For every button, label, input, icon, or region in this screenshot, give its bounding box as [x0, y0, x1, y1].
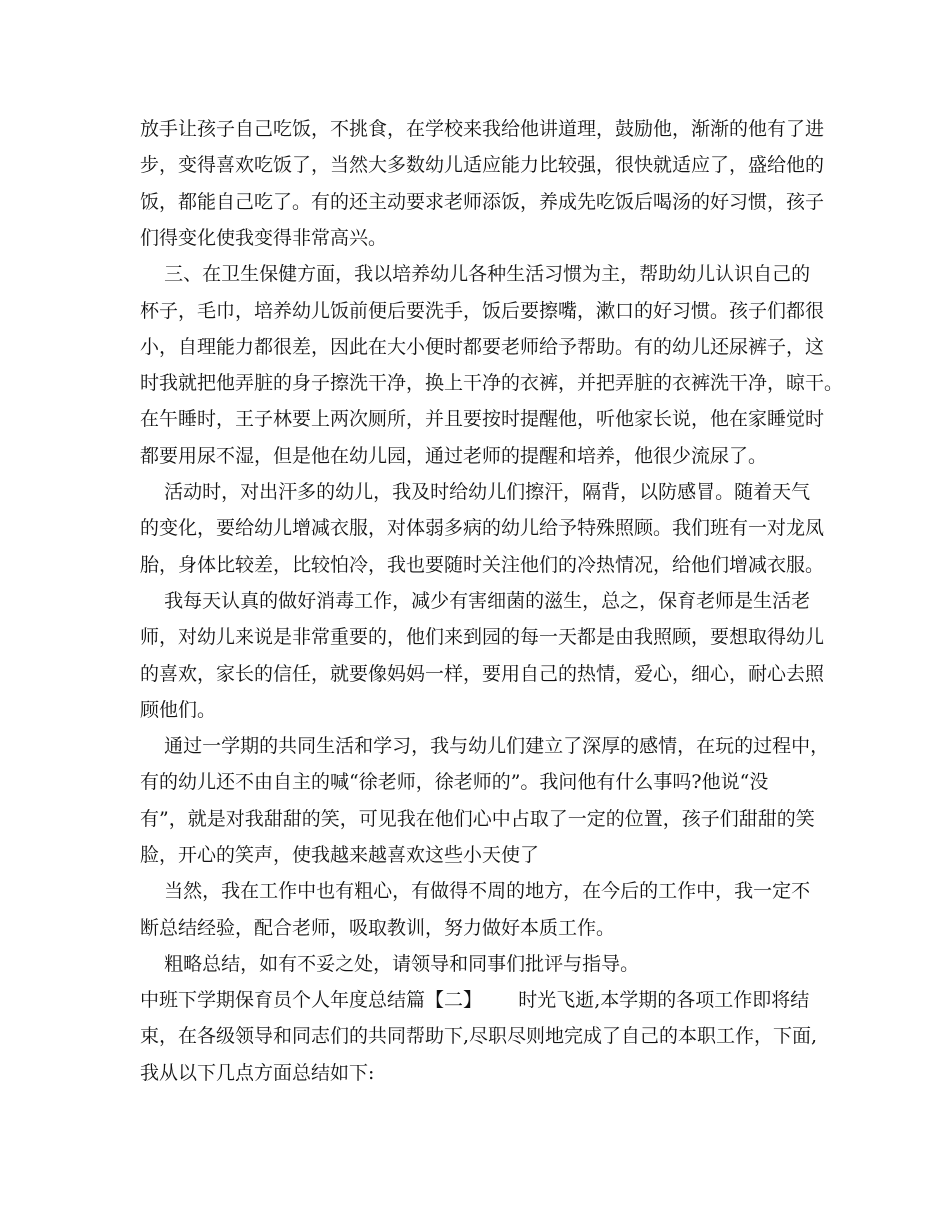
text-line: 断总结经验，配合老师，吸取教训，努力做好本质工作。 [140, 917, 616, 939]
text-line: 我每天认真的做好消毒工作，减少有害细菌的滋生，总之，保育老师是生活老 [140, 590, 811, 612]
text-line: 活动时，对出汗多的幼儿，我及时给幼儿们擦汗，隔背，以防感冒。随着天气 [140, 481, 811, 503]
text-line: 脸，开心的笑声，使我越来越喜欢这些小天使了 [140, 844, 540, 866]
text-line: 我从以下几点方面总结如下: [140, 1062, 375, 1084]
text-line: 饭，都能自己吃了。有的还主动要求老师添饭，养成先吃饭后喝汤的好习惯，孩子 [140, 191, 825, 213]
text-line: 胎，身体比较差，比较怕冷，我也要随时关注他们的冷热情况，给他们增减衣服。 [140, 554, 825, 576]
text-line: 杯子，毛巾，培养幼儿饭前便后要洗手，饭后要擦嘴，漱口的好习惯。孩子们都很 [140, 300, 825, 322]
text-line: 通过一学期的共同生活和学习，我与幼儿们建立了深厚的感情，在玩的过程中， [140, 735, 830, 757]
text-line: 有”，就是对我甜甜的笑，可见我在他们心中占取了一定的位置，孩子们甜甜的笑 [140, 808, 815, 830]
text-line: 顾他们。 [140, 699, 217, 721]
text-line: 师，对幼儿来说是非常重要的，他们来到园的每一天都是由我照顾，要想取得幼儿 [140, 626, 825, 648]
text-line: 当然，我在工作中也有粗心，有做得不周的地方，在今后的工作中，我一定不 [140, 880, 811, 902]
text-line: 时我就把他弄脏的身子擦洗干净，换上干净的衣裤，并把弄脏的衣裤洗干净，晾干。 [140, 372, 844, 394]
text-line: 三、在卫生保健方面，我以培养幼儿各种生活习惯为主，帮助幼儿认识自己的 [140, 263, 811, 285]
text-line: 放手让孩子自己吃饭，不挑食，在学校来我给他讲道理，鼓励他，渐渐的他有了进 [140, 118, 825, 140]
text-line: 小，自理能力都很差，因此在大小便时都要老师给予帮助。有的幼儿还尿裤子，这 [140, 336, 825, 358]
text-line: 都要用尿不湿，但是他在幼儿园，通过老师的提醒和培养，他很少流尿了。 [140, 445, 768, 467]
text-line: 中班下学期保育员个人年度总结篇【二】 时光飞逝,本学期的各项工作即将结 [140, 989, 810, 1011]
text-line: 的喜欢，家长的信任，就要像妈妈一样，要用自己的热情，爱心，细心，耐心去照 [140, 663, 825, 685]
text-line: 步，变得喜欢吃饭了，当然大多数幼儿适应能力比较强，很快就适应了，盛给他的 [140, 154, 825, 176]
text-line: 束，在各级领导和同志们的共同帮助下,尽职尽则地完成了自己的本职工作，下面, [140, 1025, 818, 1047]
text-line: 的变化，要给幼儿增减衣服，对体弱多病的幼儿给予特殊照顾。我们班有一对龙凤 [140, 517, 825, 539]
text-line: 在午睡时，王子林要上两次厕所，并且要按时提醒他，听他家长说，他在家睡觉时 [140, 408, 825, 430]
text-line: 粗略总结，如有不妥之处，请领导和同事们批评与指导。 [140, 953, 640, 975]
text-line: 们得变化使我变得非常高兴。 [140, 227, 388, 249]
text-line: 有的幼儿还不由自主的喊“徐老师，徐老师的”。我问他有什么事吗?他说“没 [140, 771, 769, 793]
